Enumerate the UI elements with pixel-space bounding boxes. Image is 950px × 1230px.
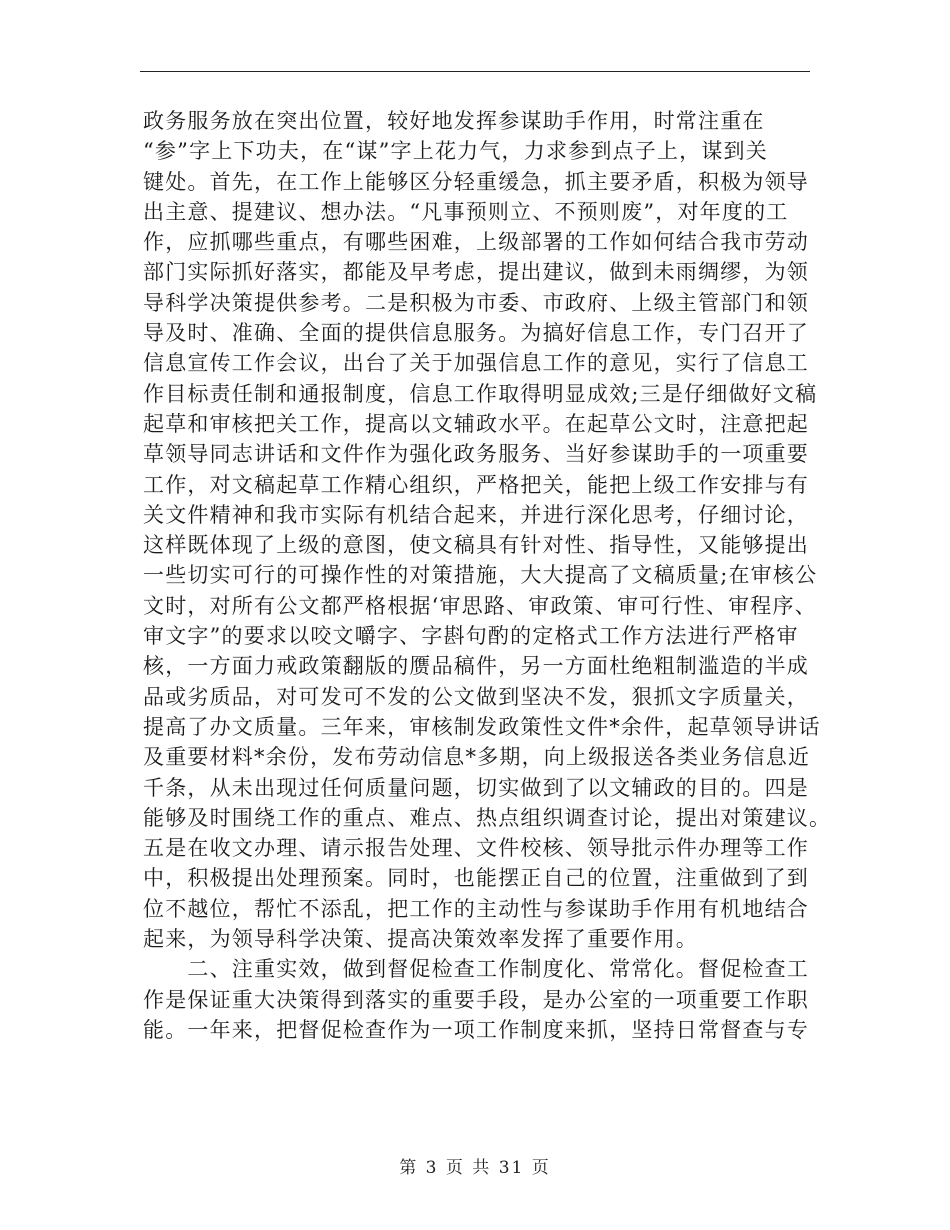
text-line: 政务服务放在突出位置，较好地发挥参谋助手作用，时常注重在 bbox=[143, 109, 765, 133]
text-line: 中，积极提出处理预案。同时，也能摆正自己的位置，注重做到了到 bbox=[143, 866, 809, 891]
header-rule bbox=[140, 71, 810, 72]
text-line: 关文件精神和我市实际有机结合起来，并进行深化思考，仔细讨论， bbox=[143, 502, 809, 527]
text-line: 信息宣传工作会议，出台了关于加强信息工作的意见，实行了信息工 bbox=[143, 351, 809, 376]
text-line: 键处。首先，在工作上能够区分轻重缓急，抓主要矛盾，积极为领导 bbox=[143, 169, 809, 194]
text-line: 核，一方面力戒政策翻版的赝品稿件，另一方面杜绝粗制滥造的半成 bbox=[143, 654, 809, 679]
text-line: 能够及时围绕工作的重点、难点、热点组织调查讨论，提出对策建议。 bbox=[143, 805, 832, 830]
text-line: 导科学决策提供参考。二是积极为市委、市政府、上级主管部门和领 bbox=[143, 290, 809, 315]
text-line: 导及时、准确、全面的提供信息服务。为搞好信息工作，专门召开了 bbox=[143, 321, 809, 346]
text-line: “参”字上下功夫，在“谋”字上花力气，力求参到点子上，谋到关 bbox=[143, 139, 768, 164]
text-line: 及重要材料*余份，发布劳动信息*多期，向上级报送各类业务信息近 bbox=[143, 745, 811, 770]
body-text bbox=[143, 106, 832, 1045]
text-line: 出主意、提建议、想办法。“凡事预则立、不预则废”，对年度的工 bbox=[143, 199, 789, 224]
text-line: 文时，对所有公文都严格根据‘审思路、审政策、审可行性、审程序、 bbox=[143, 593, 817, 618]
text-line: 能。一年来，把督促检查作为一项工作制度来抓，坚持日常督查与专 bbox=[143, 1017, 809, 1042]
text-line: 一些切实可行的可操作性的对策措施，大大提高了文稿质量;在审核公 bbox=[143, 563, 818, 588]
text-line: 审文字”的要求以咬文嚼字、字斟句酌的定格式工作方法进行严格审 bbox=[143, 624, 799, 649]
page-number: 第 3 页 共 31 页 bbox=[399, 1158, 551, 1178]
text-line: 提高了办文质量。三年来，审核制发政策性文件*余件，起草领导讲话 bbox=[143, 714, 821, 739]
text-line: 二、注重实效，做到督促检查工作制度化、常常化。督促检查工 bbox=[143, 957, 809, 982]
text-line: 作目标责任制和通报制度，信息工作取得明显成效;三是仔细做好文稿 bbox=[143, 381, 818, 406]
text-line: 五是在收文办理、请示报告处理、文件校核、领导批示件办理等工作 bbox=[143, 836, 809, 861]
text-line: 千条，从未出现过任何质量问题，切实做到了以文辅政的目的。四是 bbox=[143, 775, 809, 800]
text-line: 这样既体现了上级的意图，使文稿具有针对性、指导性，又能够提出 bbox=[143, 533, 809, 558]
text-line: 作是保证重大决策得到落实的重要手段，是办公室的一项重要工作职 bbox=[143, 987, 809, 1012]
text-line: 品或劣质品，对可发可不发的公文做到坚决不发，狠抓文字质量关， bbox=[143, 684, 809, 709]
text-line: 位不越位，帮忙不添乱，把工作的主动性与参谋助手作用有机地结合 bbox=[143, 896, 809, 921]
text-line: 草领导同志讲话和文件作为强化政务服务、当好参谋助手的一项重要 bbox=[143, 442, 809, 467]
text-line: 部门实际抓好落实，都能及早考虑，提出建议，做到未雨绸缪，为领 bbox=[143, 260, 809, 285]
text-line: 起来，为领导科学决策、提高决策效率发挥了重要作用。 bbox=[143, 927, 698, 952]
text-line: 工作，对文稿起草工作精心组织，严格把关，能把上级工作安排与有 bbox=[143, 472, 809, 497]
text-line: 起草和审核把关工作，提高以文辅政水平。在起草公文时，注意把起 bbox=[143, 411, 809, 436]
text-line: 作，应抓哪些重点，有哪些困难，上级部署的工作如何结合我市劳动 bbox=[143, 230, 809, 255]
